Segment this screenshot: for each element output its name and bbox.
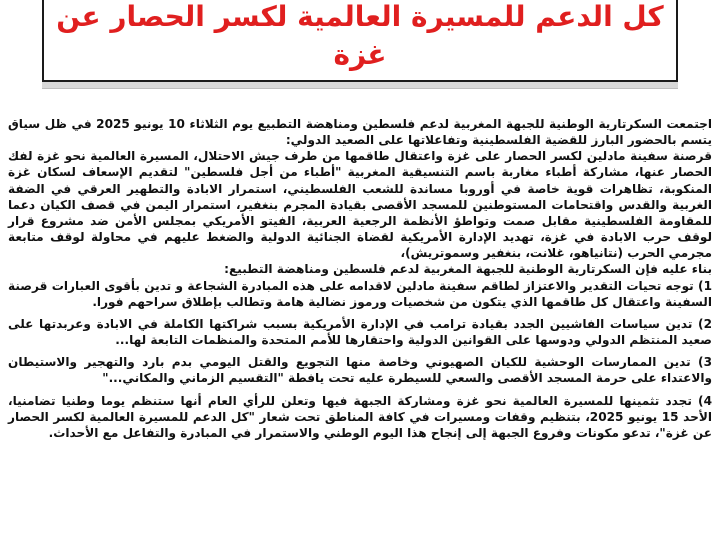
list-item-3: 3) تدين الممارسات الوحشية للكيان الصهيوني وخاصة منها التجويع والقتل اليومي بدم بارد والتهجير والاستيطان والاعتداء على حرمة المسجد الأقصى والسعي للسيطرة عليه تحت يافطة "التقسيم الزماني والمكاني..."	[8, 355, 712, 386]
lead-paragraph: بناء عليه فإن السكرتارية الوطنية للجبهة المغربية لدعم فلسطين ومناهضة التطبيع:	[224, 262, 712, 277]
list-item-4: 4) تجدد تثمينها للمسيرة العالمية نحو غزة ومشاركة الجبهة فيها وتعلن للرأي العام أنها ستنظم يوما وطنيا تضامنيا، الأحد 15 يونيو 2025، بتنظيم وقفات ومسيرات في كافة المناطق تحت شعار "كل الدعم للمسيرة العالمية لكسر الحصار عن غزة"، تدعو مكونات وفروع الجبهة إلى إنجاح هذا اليوم الوطني والاستمرار في المبادرة والتفاعل مع الأحداث.	[8, 393, 712, 440]
title-banner	[42, 0, 678, 82]
statement-body	[8, 116, 712, 441]
context-paragraph: قرصنة سفينة مادلين لكسر الحصار على غزة واعتقال طاقمها من طرف جيش الاحتلال، المسيرة العالمية نحو غزة لفك الحصار عنها، مشاركة أطباء مغاربة باسم التنسيقية المغربية "أطباء من أجل فلسطين" لتقديم الإسعاف لسكان غزة المنكوبة، تظاهرات قوية خاصة في أوروبا مساندة للشعب الفلسطيني، استمرار الابادة والتطهير العرقي في الضفة الغربية والقدس واقتحامات المستوطنين للمسجد الأقصى بقيادة المجرم بنغفير، استمرار اليمن في قصف الكيان دعما للمقاومة الفلسطينية مقابل صمت وتواطؤ الأنظمة الرجعية العربية، الفيتو الأمريكي بمجلس الأمن ضد مشروع قرار لوقف حرب الابادة في غزة، تهديد الإدارة الأمريكية لقضاة الجنائية الدولية والضغط عليهم في محاولة لوقف متابعة مجرمي الحرب (نتانياهو، غلانت، بنغفير وسموتريش)،	[8, 149, 712, 261]
list-item-2: 2) تدين سياسات الفاشيين الجدد بقيادة ترامب في الإدارة الأمريكية بسبب شراكتها الكاملة في الابادة وعربدتها على صعيد المنتظم الدولي ودوسها على القوانين الدولية واحتقارها للأمم المتحدة والمنظمات التابعة لها...	[8, 316, 712, 348]
page-title: كل الدعم للمسيرة العالمية لكسر الحصار عن غزة	[56, 0, 664, 71]
intro-paragraph: اجتمعت السكرتارية الوطنية للجبهة المغربية لدعم فلسطين ومناهضة التطبيع يوم الثلاثاء 10 يونيو 2025 في ظل سياق يتسم بالحضور البارز للقضية الفلسطينية وتفاعلاتها على الصعيد الدولي:	[8, 117, 713, 148]
list-item-1: 1) توجه تحيات التقدير والاعتزاز لطاقم سفينة مادلين لاقدامه على هذه المبادرة الشجاعة و تدين بأقوى العبارات قرصنة السفينة واعتقال كل طاقمها الذي يتكون من شخصيات ورموز نضالية هامة وتطالب بإطلاق سراحهم فورا.	[8, 278, 712, 309]
